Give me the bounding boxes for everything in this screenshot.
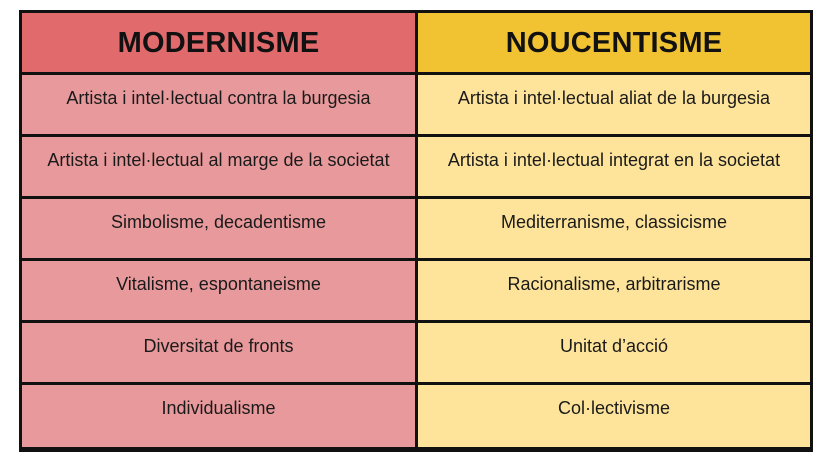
table-cell [418,385,810,447]
table-cell [418,323,810,385]
cell-text: Artista i intel·lectual integrat en la societat [447,150,781,170]
cell-text: Col·lectivisme [557,398,671,418]
table-cell [418,75,810,137]
table-cell [22,385,418,447]
cell-text: Diversitat de fronts [143,336,294,356]
header-modernisme-label: MODERNISME [117,26,320,59]
cell-text: Vitalisme, espontaneisme [116,274,321,294]
table-cell [22,75,418,137]
comparison-table [19,10,813,452]
table-cell [418,199,810,261]
table-cell [22,199,418,261]
header-modernisme [22,13,418,75]
cell-text: Unitat d’acció [559,336,669,356]
cell-text: Artista i intel·lectual aliat de la burgesia [457,88,771,108]
cell-text: Artista i intel·lectual contra la burgesia [66,88,371,108]
cell-text: Individualisme [161,398,276,418]
header-noucentisme [418,13,810,75]
table-cell [22,261,418,323]
cell-text: Racionalisme, arbitrarisme [507,274,721,294]
table-cell [22,323,418,385]
cell-text: Artista i intel·lectual al marge de la societat [47,150,390,170]
table-cell [22,137,418,199]
table-cell [418,261,810,323]
cell-text: Simbolisme, decadentisme [110,212,327,232]
table-cell [418,137,810,199]
cell-text: Mediterranisme, classicisme [500,212,728,232]
header-noucentisme-label: NOUCENTISME [505,26,723,59]
